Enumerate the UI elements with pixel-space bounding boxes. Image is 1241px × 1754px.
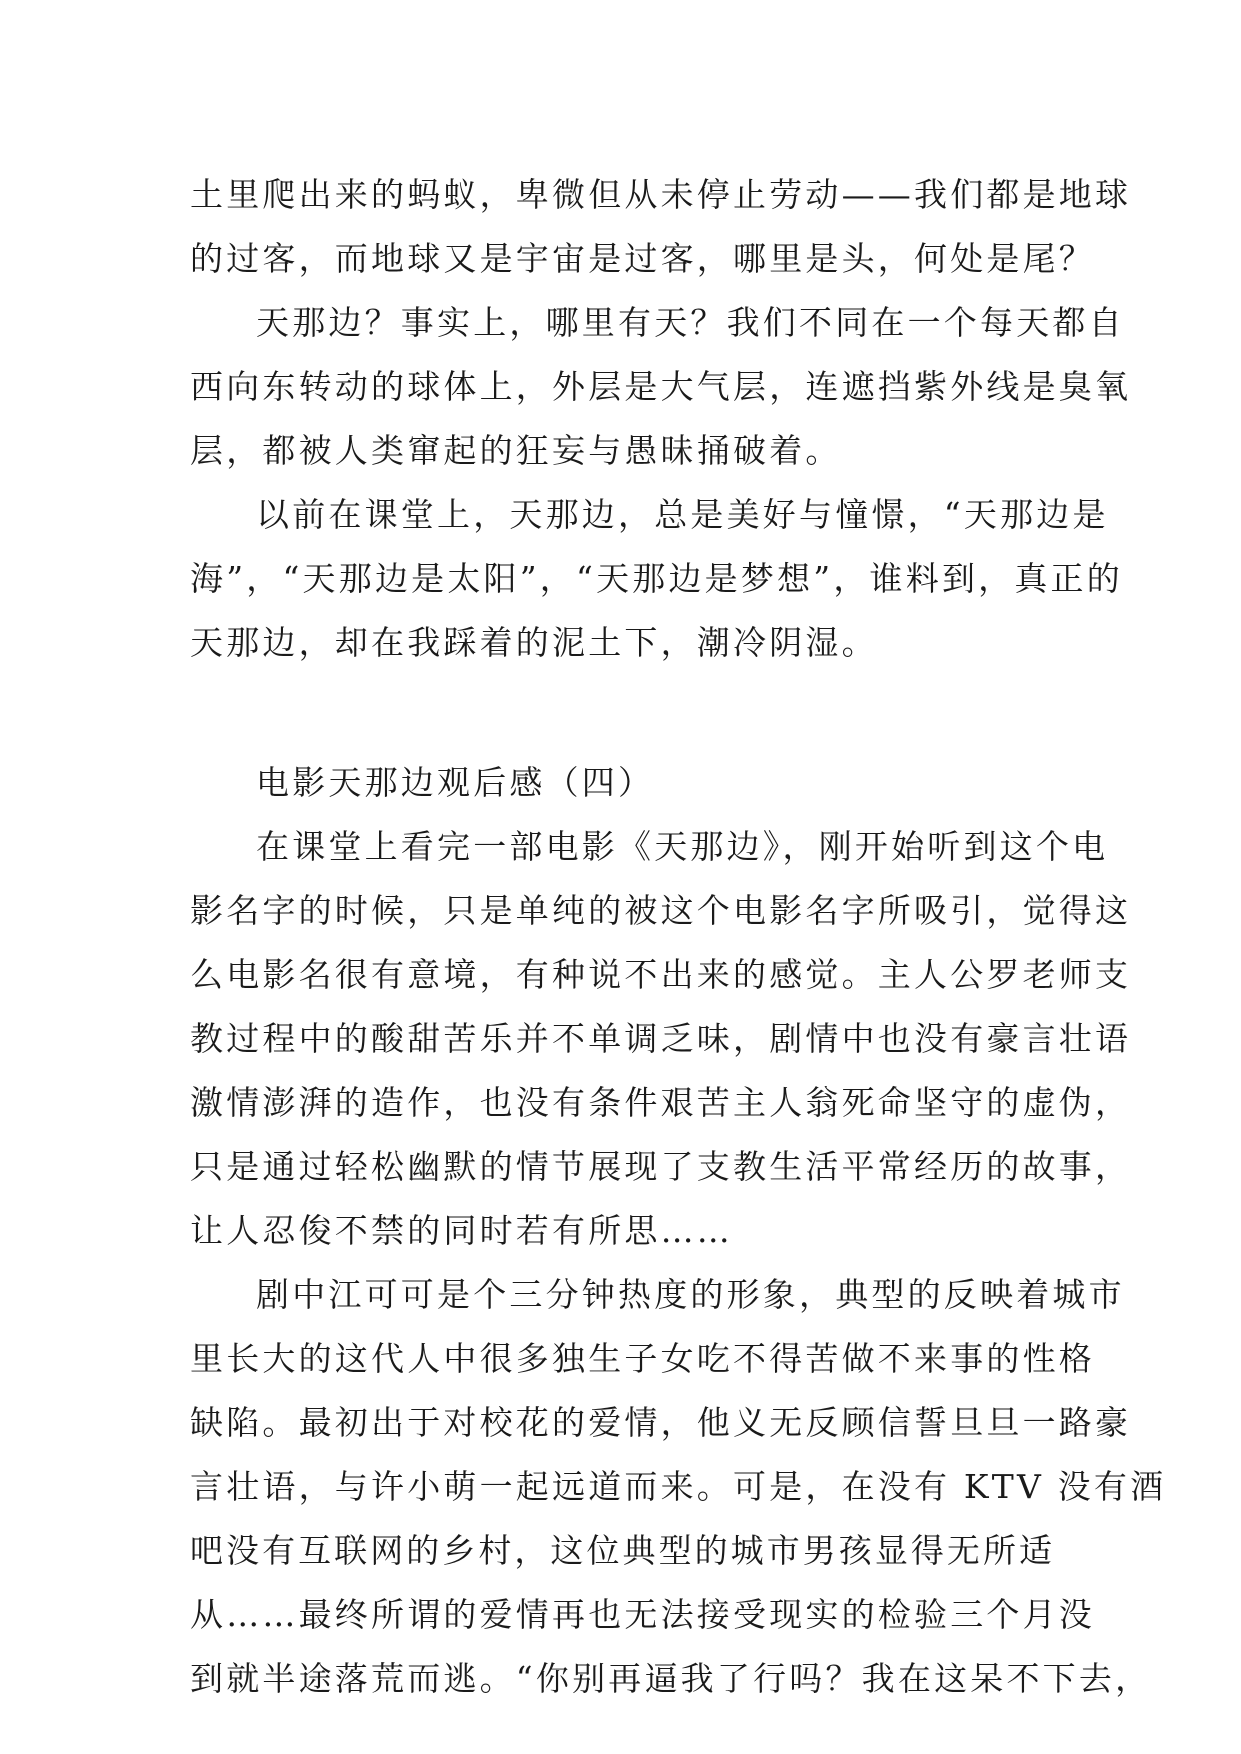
text-line: 从……最终所谓的爱情再也无法接受现实的检验三个月没 [190, 1595, 1095, 1634]
text-line: 层，都被人类窜起的狂妄与愚昧捅破着。 [190, 431, 842, 470]
paragraph-start: 剧中江可可是个三分钟热度的形象，典型的反映着城市 [256, 1275, 1125, 1314]
paragraph-start: 天那边？事实上，哪里有天？我们不同在一个每天都自 [256, 303, 1125, 342]
text-line: 缺陷。最初出于对校花的爱情，他义无反顾信誓旦旦一路豪 [190, 1403, 1132, 1442]
text-line: 么电影名很有意境，有种说不出来的感觉。主人公罗老师支 [190, 955, 1132, 994]
text-line: 教过程中的酸甜苦乐并不单调乏味，剧情中也没有豪言壮语 [190, 1019, 1132, 1058]
text-line: 吧没有互联网的乡村，这位典型的城市男孩显得无所适 [190, 1531, 1052, 1570]
paragraph-start: 以前在课堂上，天那边，总是美好与憧憬，“天那边是 [256, 495, 1109, 534]
text-line: 土里爬出来的蚂蚁，卑微但从未停止劳动——我们都是地球 [190, 175, 1132, 214]
text-line: 到就半途落荒而逃。“你别再逼我了行吗？我在这呆不下去， [190, 1659, 1152, 1698]
document-page [190, 163, 1167, 1711]
text-line: 言壮语，与许小萌一起远道而来。可是，在没有 KTV 没有酒 [190, 1467, 1167, 1506]
text-line: 激情澎湃的造作，也没有条件艰苦主人翁死命坚守的虚伪， [190, 1083, 1132, 1122]
section-gap [190, 675, 1052, 751]
text-line: 海”，“天那边是太阳”，“天那边是梦想”，谁料到，真正的 [190, 559, 1123, 598]
text-line: 西向东转动的球体上，外层是大气层，连遮挡紫外线是臭氧 [190, 367, 1132, 406]
text-line: 天那边，却在我踩着的泥土下，潮冷阴湿。 [190, 623, 878, 662]
text-line: 只是通过轻松幽默的情节展现了支教生活平常经历的故事， [190, 1147, 1132, 1186]
text-line: 里长大的这代人中很多独生子女吃不得苦做不来事的性格 [190, 1339, 1095, 1378]
text-line: 的过客，而地球又是宇宙是过客，哪里是头，何处是尾？ [190, 239, 1095, 278]
paragraph-start: 在课堂上看完一部电影《天那边》，刚开始听到这个电 [256, 827, 1109, 866]
text-line: 让人忍俊不禁的同时若有所思…… [190, 1211, 733, 1250]
text-line: 影名字的时候，只是单纯的被这个电影名字所吸引，觉得这 [190, 891, 1132, 930]
section-title: 电影天那边观后感（四） [256, 763, 655, 802]
